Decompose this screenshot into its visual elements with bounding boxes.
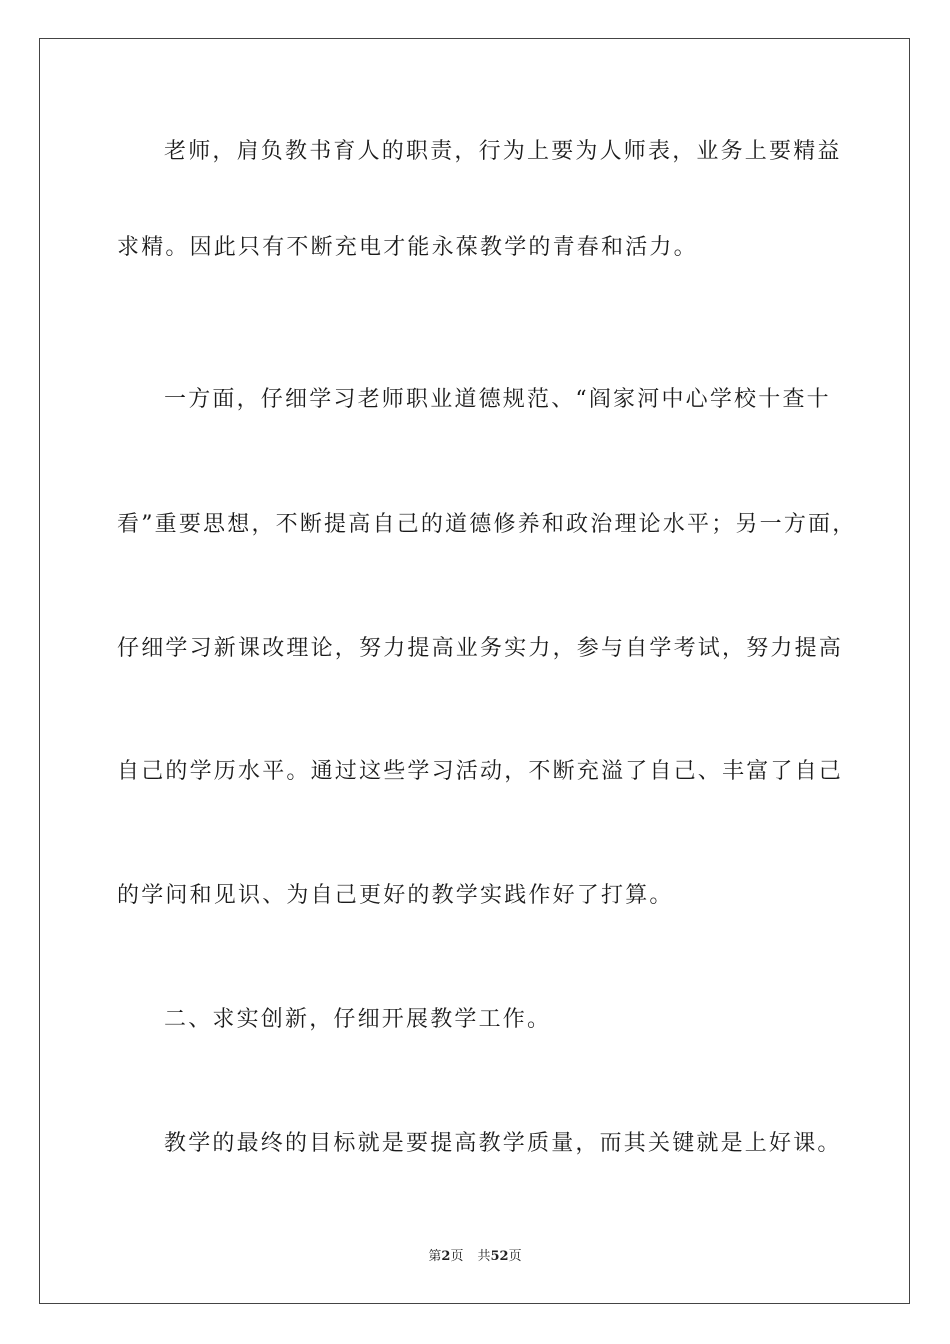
paragraph-line: 仔细学习新课改理论，努力提高业务实力，参与自学考试，努力提高 — [117, 636, 844, 661]
footer-total-number: 52 — [490, 1249, 509, 1264]
footer-total-prefix: 共 — [477, 1249, 491, 1264]
footer-page-number: 2 — [441, 1249, 451, 1264]
footer-total-suffix: 页 — [508, 1249, 522, 1264]
paragraph-line: 的学问和见识、为自己更好的教学实践作好了打算。 — [117, 883, 674, 908]
page-footer — [0, 1248, 950, 1266]
footer-page-prefix: 第 — [428, 1249, 442, 1264]
paragraph-line: 教学的最终的目标就是要提高教学质量，而其关键就是上好课。 — [164, 1131, 842, 1156]
paragraph-line: 一方面，仔细学习老师职业道德规范、“阎家河中心学校十查十 — [164, 387, 831, 412]
paragraph-line: 老师，肩负教书育人的职责，行为上要为人师表，业务上要精益 — [164, 139, 842, 164]
paragraph-line: 求精。因此只有不断充电才能永葆教学的青春和活力。 — [117, 235, 698, 260]
footer-page-suffix: 页 — [450, 1249, 464, 1264]
paragraph-line: 看”重要思想，不断提高自己的道德修养和政治理论水平；另一方面， — [117, 512, 857, 537]
section-heading: 二、求实创新，仔细开展教学工作。 — [164, 1007, 552, 1032]
paragraph-line: 自己的学历水平。通过这些学习活动，不断充溢了自己、丰富了自己 — [117, 759, 844, 784]
page-border — [39, 38, 910, 1304]
